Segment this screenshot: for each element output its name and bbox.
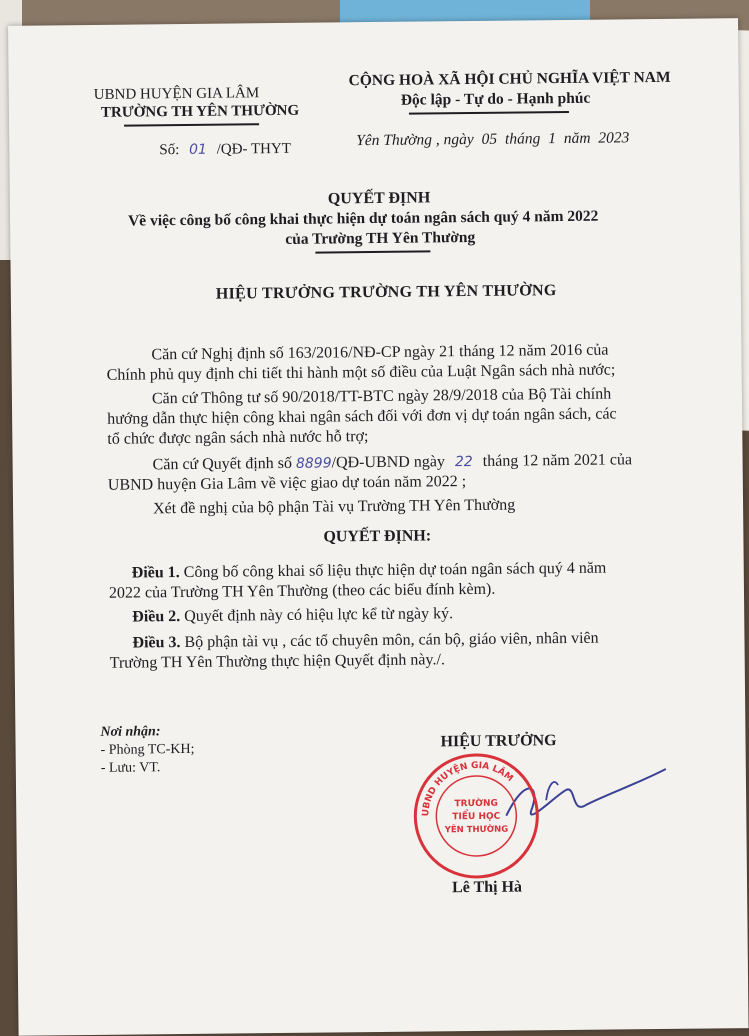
number-suffix: /QĐ- THYT xyxy=(216,140,292,158)
recipient-2: - Lưu: VT. xyxy=(100,760,161,776)
nation-line-1: CỘNG HOÀ XÃ HỘI CHỦ NGHĨA VIỆT NAM xyxy=(348,68,671,90)
title-underline xyxy=(315,250,430,253)
decision-heading: QUYẾT ĐỊNH: xyxy=(323,527,432,546)
basis-2-line-1: Căn cứ Thông tư số 90/2018/TT-BTC ngày 28/9/2018 của Bộ Tài chính xyxy=(151,385,612,408)
basis-1-line-2: Chính phủ quy định chi tiết thi hành một số điều của Luật Ngân sách nhà nước; xyxy=(106,361,616,384)
number-prefix: Số: xyxy=(159,142,180,159)
basis-3-line-1 xyxy=(153,451,633,474)
stamp-inner-line-3: YÊN THƯỜNG xyxy=(444,824,509,836)
date-place: Yên Thường , ngày xyxy=(356,130,474,150)
number-handwritten: 01 xyxy=(189,141,208,158)
signature-title: HIỆU TRƯỞNG xyxy=(440,732,557,751)
nation-line-2: Độc lập - Tự do - Hạnh phúc xyxy=(400,89,591,109)
article-1-text-1: Công bố công khai số liệu thực hiện dự toán ngân sách quý 4 năm xyxy=(183,559,607,582)
decision-number xyxy=(159,141,291,159)
article-1-label: Điều 1. xyxy=(131,564,180,582)
article-2 xyxy=(132,605,453,626)
date-line xyxy=(356,129,633,150)
date-year: 2023 xyxy=(598,129,630,147)
org-line-2: TRƯỜNG TH YÊN THƯỜNG xyxy=(100,102,300,121)
basis-3-handwritten-day: 22 xyxy=(454,453,473,471)
article-2-label: Điều 2. xyxy=(132,608,181,626)
recipient-1: - Phòng TC-KH; xyxy=(100,741,195,758)
date-month: 1 xyxy=(548,130,556,148)
basis-3-part-c: tháng 12 năm 2021 của xyxy=(482,451,633,470)
official-stamp xyxy=(411,750,542,881)
stamp-outer-text: UBND HUYỆN GIA LÂM xyxy=(421,760,515,817)
recipients-label: Nơi nhận: xyxy=(100,724,161,740)
stamp-inner-line-2: TIỂU HỌC xyxy=(452,811,501,823)
article-3-line-2: Trường TH Yên Thường thực hiện Quyết định này./. xyxy=(109,651,445,672)
basis-2-line-2: hướng dẫn thực hiện công khai ngân sách đối với đơn vị dự toán ngân sách, các xyxy=(107,405,617,428)
article-1-line-1 xyxy=(132,560,607,583)
article-1-line-2: 2022 của Trường TH Yên Thường (theo các biểu đính kèm). xyxy=(108,580,496,602)
document-subtitle-1: Về việc công bố công khai thực hiện dự toán ngân sách quý 4 năm 2022 xyxy=(127,207,599,230)
basis-4: Xét đề nghị của bộ phận Tài vụ Trường TH Yên Thường xyxy=(152,496,516,518)
document-subtitle-2: của Trường TH Yên Thường xyxy=(285,228,476,248)
date-day: 05 xyxy=(481,130,498,148)
stamp-inner-line-1: TRƯỜNG xyxy=(454,798,498,810)
basis-3-line-2: UBND huyện Gia Lâm về việc giao dự toán năm 2022 ; xyxy=(107,473,467,494)
date-year-label: năm xyxy=(563,129,591,148)
basis-1-line-1: Căn cứ Nghị định số 163/2016/NĐ-CP ngày 21 tháng 12 năm 2016 của xyxy=(151,341,609,364)
authority-heading: HIỆU TRƯỞNG TRƯỜNG TH YÊN THƯỜNG xyxy=(215,282,557,303)
article-3-text-1: Bộ phận tài vụ , các tổ chuyên môn, cán bộ, giáo viên, nhân viên xyxy=(184,629,599,652)
basis-2-line-3: tổ chức được ngân sách nhà nước hỗ trợ; xyxy=(107,428,369,448)
basis-3-handwritten-number: 8899 xyxy=(295,455,332,472)
article-3-line-1 xyxy=(132,630,598,653)
decision-document xyxy=(8,18,749,1036)
article-3-label: Điều 3. xyxy=(132,634,181,652)
signer-name: Lê Thị Hà xyxy=(451,878,523,897)
document-title: QUYẾT ĐỊNH xyxy=(327,189,431,208)
basis-3-part-a: Căn cứ Quyết định số xyxy=(152,454,293,474)
org-line-1: UBND HUYỆN GIA LÂM xyxy=(93,85,260,103)
basis-3-part-b: /QĐ-UBND ngày xyxy=(331,453,445,472)
org-underline xyxy=(124,123,259,126)
article-2-text: Quyết định này có hiệu lực kể từ ngày ký. xyxy=(184,605,454,626)
motto-underline xyxy=(409,111,569,114)
date-month-label: tháng xyxy=(504,130,541,148)
